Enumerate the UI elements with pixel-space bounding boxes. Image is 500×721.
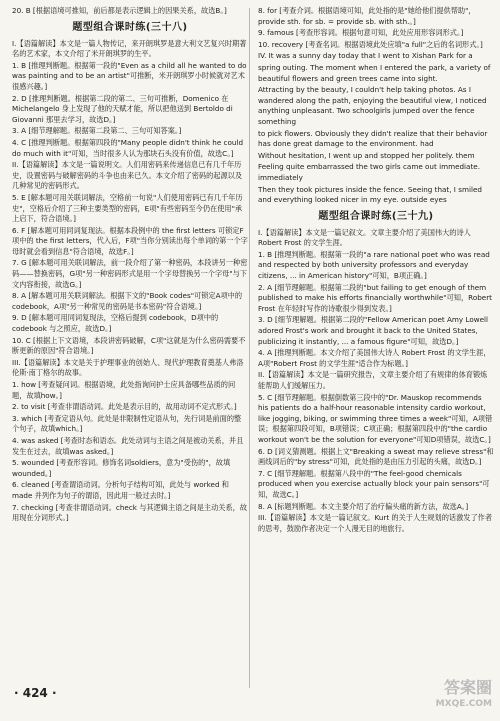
- answer-line: II.【语篇解读】本文是一篇说明文。人们用密码来传递信息已有几千年历史，设置密码与破解密码的斗争也由来已久。本文介绍了密码的起源以及几种常见的密码形式。: [12, 160, 243, 191]
- answer-line: II.【语篇解读】本文是一篇研究报告，文章主要介绍了有规律的体育锻炼能帮助人们缓解压力。: [258, 370, 488, 390]
- answer-line: Attracting by the beauty, I couldn't help taking photos. As I wandered along the path, enjoying the beautiful view, I noticed anything unpleasant. Two schoolgirls jumped over the fence something: [258, 85, 487, 126]
- answer-line: 8. A [解本题可用关联词解法。根据下文的"Book codes"可锁定A项中的 codebook，A项"另一种常见的密码是书本密码"符合语境。]: [12, 291, 243, 311]
- answer-line: 3. D [细节理解题。根据第二段的"Fellow American poet Amy Lowell adored Frost's work and brought it back to the United States, publicizing it instantly, ... a famous figure"可知，故选D。]: [258, 315, 489, 346]
- answer-line: 2. D [推理判断题。根据第二段的第二、三句可推断，Domenico 在 Michelangelo 身上发现了他的天赋才能，所以把他送到 Bertoldo di Giovanni 那里去学习，故选D。]: [12, 93, 233, 124]
- answer-line: 4. C [推理判断题。根据第四段的"Many people didn't think he could do much with it"可知，当时很多人认为那块石头没有价值，故选C。]: [12, 137, 244, 158]
- answer-line: 20. B [根据语境可推知，前后都是表示逻辑上的因果关系，故选B。]: [12, 6, 227, 15]
- left-passage-3: [12, 358, 248, 524]
- answer-line: to pick flowers. Obviously they didn't realize that their behavior has done great damage to the environment. had: [258, 128, 488, 149]
- section-title-39: 题型组合课时练(三十九): [318, 210, 434, 222]
- answer-line: 3. which [考查定语从句。此处是非限制性定语从句，先行词是前面的整个句子，故填which。]: [12, 413, 242, 434]
- right-top-block: [258, 6, 494, 50]
- correction-section-head: IV. It was a sunny day today that I went to Xishan Park for a: [258, 51, 473, 61]
- answer-line: 7. C [细节理解题。根据第八段中的"The feel-good chemicals produced when you exercise actually block your pain sensors"可知，故选C。]: [258, 468, 490, 499]
- section-title-38: 题型组合课时练(三十八): [72, 21, 188, 33]
- answer-line: 3. A [细节理解题。根据第二段第二、三句可知答案。]: [12, 126, 182, 136]
- answer-line: I.【语篇解读】本文是一篇记叙文。文章主要介绍了美国伟大的诗人 Robert Frost 的文学生涯。: [258, 227, 471, 248]
- answer-line: 6. D [词义猜测题。根据上文"Breaking a sweat may relieve stress"和画线词后的"by stress"可知，此处指的是由压力引起的头痛，故选D。]: [258, 446, 494, 467]
- answer-line: 8. A [标题判断题。本文主要介绍了治疗偏头痛的新方法，故选A。]: [258, 501, 469, 511]
- page-number: · 424 ·: [14, 686, 57, 700]
- answer-line: I.【语篇解读】本文是一篇人物传记，来开朗琪罗是意大利文艺复兴时期著名的艺术家，本文介绍了米开朗琪罗的生平。: [12, 38, 247, 59]
- answer-line: spring outing. The moment when I entered the park, a variety of beautiful flowers and green trees came into sight.: [258, 62, 491, 83]
- watermark-text: 答案圈: [443, 678, 492, 697]
- answer-line: 4. A [推理判断题。本文介绍了美国伟大诗人 Robert Frost 的文学生涯，A项"Robert Frost 的文学生涯"适合作为标题。]: [258, 348, 491, 368]
- column-divider: [249, 8, 250, 688]
- answer-line: 2. to visit [考查非谓语动词。此处是表示目的，故用动词不定式形式。]: [12, 402, 237, 412]
- answer-line: 9. famous [考查形容词。根据句意可知，此处应用形容词形式。]: [258, 28, 464, 38]
- left-passage-1: [12, 39, 248, 160]
- right-passage-1: [258, 228, 494, 370]
- answer-line: III.【语篇解读】本文是一篇记叙文。Kurt 的关于人生规划的话激发了作者的思考，鼓励作者决定一个人漫无目的地旅行。: [258, 513, 493, 533]
- watermark-url: MXQE.COM: [435, 699, 492, 709]
- answer-line: 7. G [解本题可用关联词解法，前一段介绍了第一种密码，本段讲另一种密码——替换密码，G项"另一种密码形式是用一个字母替换另一个字母"与下文内容衔接，故选G。]: [12, 258, 248, 289]
- answer-line: 7. checking [考查非谓语动词。check 与其逻辑主语之间是主动关系，故用现在分词形式。]: [12, 502, 248, 523]
- left-top-block: [12, 6, 248, 17]
- answer-line: Then they took pictures inside the fence. Seeing that, I smiled and everything looked nicer in my eye. outside eyes: [258, 184, 482, 205]
- answer-line: Without hesitation, I went up and stopped her politely. them: [258, 150, 475, 160]
- answer-line: 1. how [考查疑问词。根据语境，此处指询问护士应具备哪些品质的问题，故填how。]: [12, 380, 236, 400]
- answer-line: III.【语篇解读】本文是关于护理事业的创始人、现代护理教育奠基人弗洛伦斯·南丁格尔的故事。: [12, 357, 244, 378]
- answer-line: 10. C [根据上下文语境，本段讲密码破解，C项"这就是为什么密码需要不断更新的原因"符合语境。]: [12, 335, 246, 356]
- answer-line: 6. F [解本题可用同词复现法。根据本段例中的 the first letters 可锁定F项中的 the first letters，代入后，F项"当你分别读出每个单词的第一个字母时就会看到信息"符合语境，故选F。]: [12, 225, 248, 256]
- answer-line: 1. B [推理判断题。根据第一段的"a rare national poet who was read and respected by both university professors and everyday citizens, ... in American history"可知，B项正确。]: [258, 249, 490, 281]
- correction-passage: [258, 63, 494, 206]
- watermark-logo: [406, 680, 492, 714]
- answer-line: 1. B [推理判断题。根据第一段的"Even as a child all he wanted to do was painting and to be an artist"可推断，米开朗琪罗小时候就对艺术很感兴趣。]: [12, 60, 247, 91]
- answer-line: 4. was asked [考查时态和语态。此处动词与主语之间是被动关系，并且发生在过去，故填was asked。]: [12, 435, 244, 456]
- right-column: [258, 6, 494, 535]
- answer-line: 6. cleaned [考查谓语动词。分析句子结构可知，此处与 worked 和 made 并列作为句子的谓语，因此用一般过去时。]: [12, 480, 229, 500]
- answer-line: 9. D [解本题可用同词复现法，空格后提到 codebook，D项中的 codebook 与之照应，故选D。]: [12, 313, 219, 334]
- right-passage-2: [258, 370, 494, 534]
- answer-line: 5. wounded [考查形容词。修饰名词soldiers，意为"受伤的"，故填wounded。]: [12, 458, 231, 478]
- answer-line: 5. E [解本题可用关联词解法，空格前一句说"人们使用密码已有几千年历史"，空格后介绍了三种主要类型的密码，E项"有些密码至今仍在使用"承上启下，符合语境。]: [12, 192, 243, 224]
- answer-line: 10. recovery [考查名词。根据语境此处应填"a full"之后的名词形式。]: [258, 39, 483, 49]
- left-column: [12, 6, 248, 525]
- answer-line: 8. for [考查介词。根据语境可知，此处指的是"她给他们提供帮助"，provide sth. for sb. = provide sb. with sth.。]: [258, 6, 476, 26]
- left-passage-2: [12, 160, 248, 357]
- answer-line: 2. A [细节理解题。根据第二段的"but failing to get enough of them published to make his efforts financially worthwhile"可知，Robert Frost 在年轻时写作的诗歌很少得到发表。]: [258, 282, 492, 313]
- answer-line: 5. C [细节理解题。根据倒数第三段中的"Dr. Mauskop recommends his patients do a half-hour reasonable intensity cardio workout, like jogging, biking, or swimming three times a week"可知，A项错误；根据第四段可知，B项错误；C项正确；根据第四段中的"the cardio workout won't be the solution for everyone"可知D项错误，故选C。]: [258, 392, 493, 444]
- answer-line: Feeling quite embarrassed the two girls came out immediate. immediately: [258, 162, 480, 182]
